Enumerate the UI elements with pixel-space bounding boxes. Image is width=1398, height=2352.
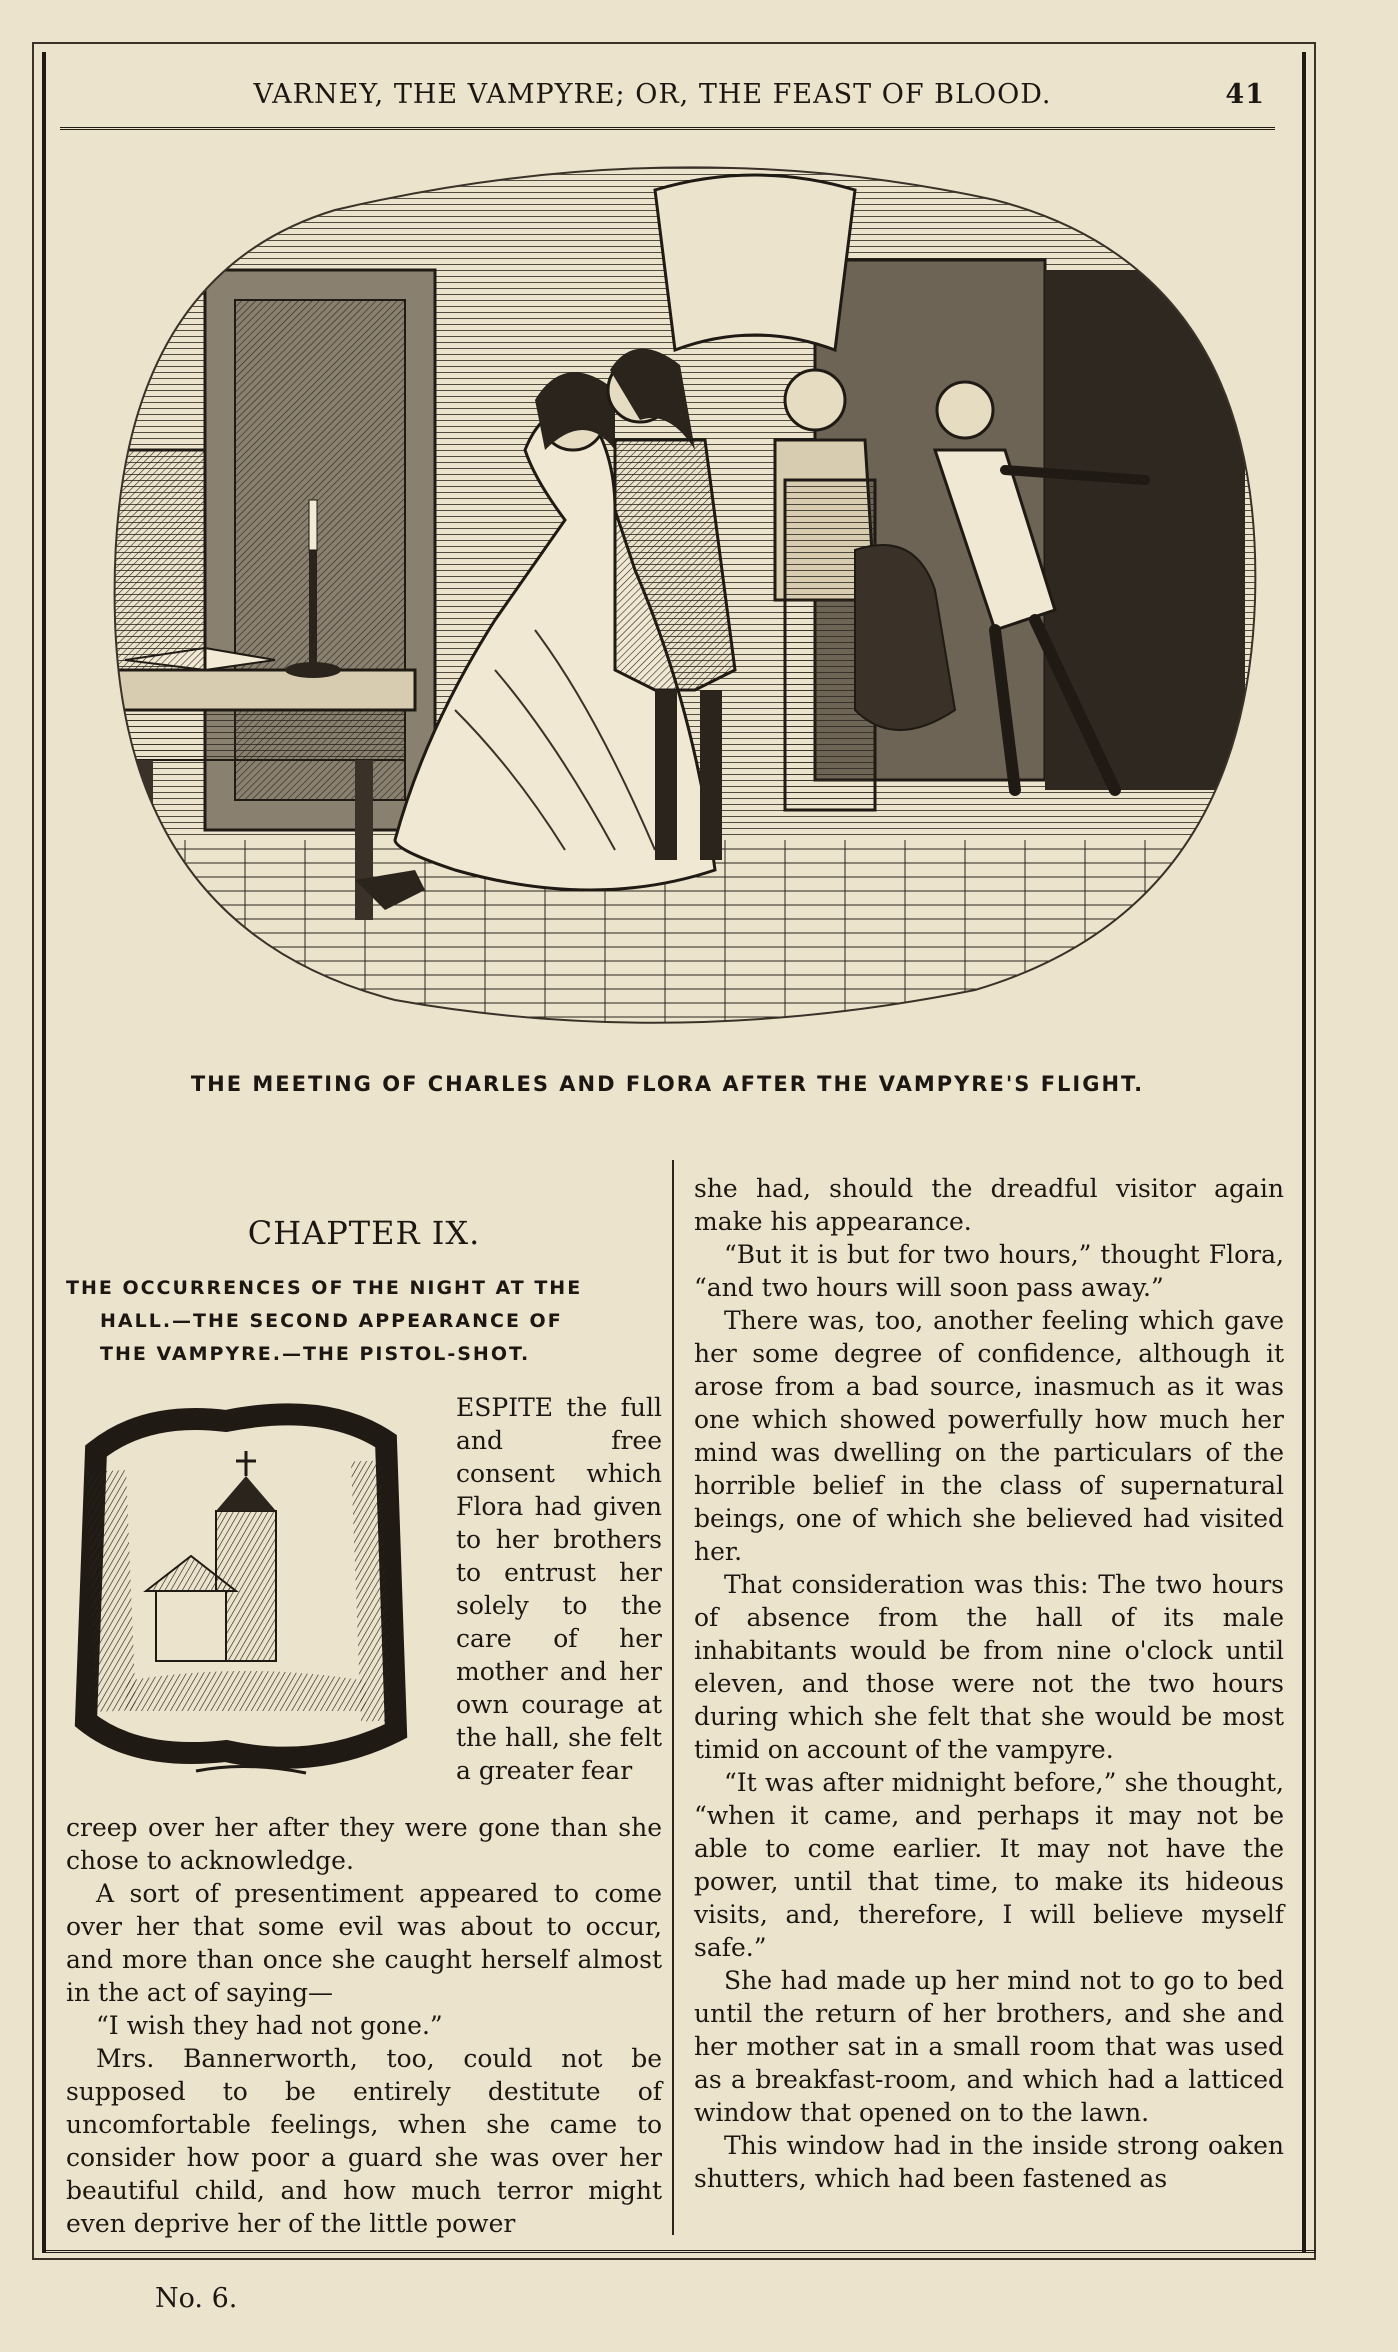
paragraph: she had, should the dreadful visitor again make his appearance.	[694, 1174, 1284, 1236]
paragraph: There was, too, another feeling which gave her some degree of confidence, although it arose from a bad source, inasmuch as it was one which showed powerfully how much her mind was dwelling on the particulars of the horrible belief in the class of supernatural beings, one of which she believed had visited her.	[694, 1306, 1284, 1566]
paragraph: “It was after midnight before,” she thought, “when it came, and perhaps it may not be able to come earlier. It may not have the power, until that time, to make its hideous visits, and, therefore, I will believe myself safe.”	[694, 1768, 1284, 1962]
dropcap-block	[66, 1391, 662, 1811]
chapter-subtitle-line: THE VAMPYRE.—THE PISTOL-SHOT.	[100, 1343, 531, 1365]
left-column	[66, 1180, 662, 2240]
paragraph: “But it is but for two hours,” thought Flora, “and two hours will soon pass away.”	[694, 1240, 1284, 1302]
running-header	[60, 62, 1275, 130]
chapter-subtitle-line: THE OCCURRENCES OF THE NIGHT AT THE	[66, 1277, 583, 1299]
paragraph: Mrs. Bannerworth, too, could not be supposed to be entirely destitute of uncomfortable feelings, when she came to consider how poor a guard she was over her beautiful child, and how much terror might even deprive her of the little power	[66, 2044, 662, 2238]
paragraph: creep over her after they were gone than she chose to acknowledge.	[66, 1813, 662, 1875]
paragraph: This window had in the inside strong oaken shutters, which had been fastened as	[694, 2131, 1284, 2193]
left-column-text	[66, 1811, 662, 2240]
paragraph: She had made up her mind not to go to bed until the return of her brothers, and she and her mother sat in a small room that was used as a breakfast-room, and which had a latticed window that opened on to the lawn.	[694, 1966, 1284, 2127]
dropcap-text: ESPITE the full and free consent which Flora had given to her brothers to entrust her solely to the care of her mother and her own courage at the hall, she felt a greater fear	[456, 1393, 662, 1785]
paragraph: That consideration was this: The two hours of absence from the hall of its male inhabitants would be from nine o'clock until eleven, and those were not the two hours during which she felt that she would be most timid on account of the vampyre.	[694, 1570, 1284, 1764]
chapter-heading: CHAPTER IX.	[247, 1214, 481, 1252]
chapter-subtitle	[66, 1272, 662, 1371]
column-divider	[672, 1160, 674, 2235]
illustration-caption: THE MEETING OF CHARLES AND FLORA AFTER THE VAMPYRE'S FLIGHT.	[190, 1072, 1145, 1096]
dropcap-vignette-image	[66, 1391, 436, 1791]
engraving-illustration	[95, 150, 1270, 1040]
page-number: 41	[1225, 79, 1265, 110]
paragraph: “I wish they had not gone.”	[96, 2011, 443, 2040]
right-column	[694, 1172, 1284, 2242]
issue-signature: No. 6.	[155, 2283, 238, 2314]
running-title: VARNEY, THE VAMPYRE; OR, THE FEAST OF BLOOD.	[253, 79, 1052, 110]
footer-rule	[42, 2250, 1316, 2257]
chapter-subtitle-line: HALL.—THE SECOND APPEARANCE OF	[100, 1310, 563, 1332]
paragraph: A sort of presentiment appeared to come over her that some evil was about to occur, and more than once she caught herself almost in the act of saying—	[66, 1879, 662, 2007]
